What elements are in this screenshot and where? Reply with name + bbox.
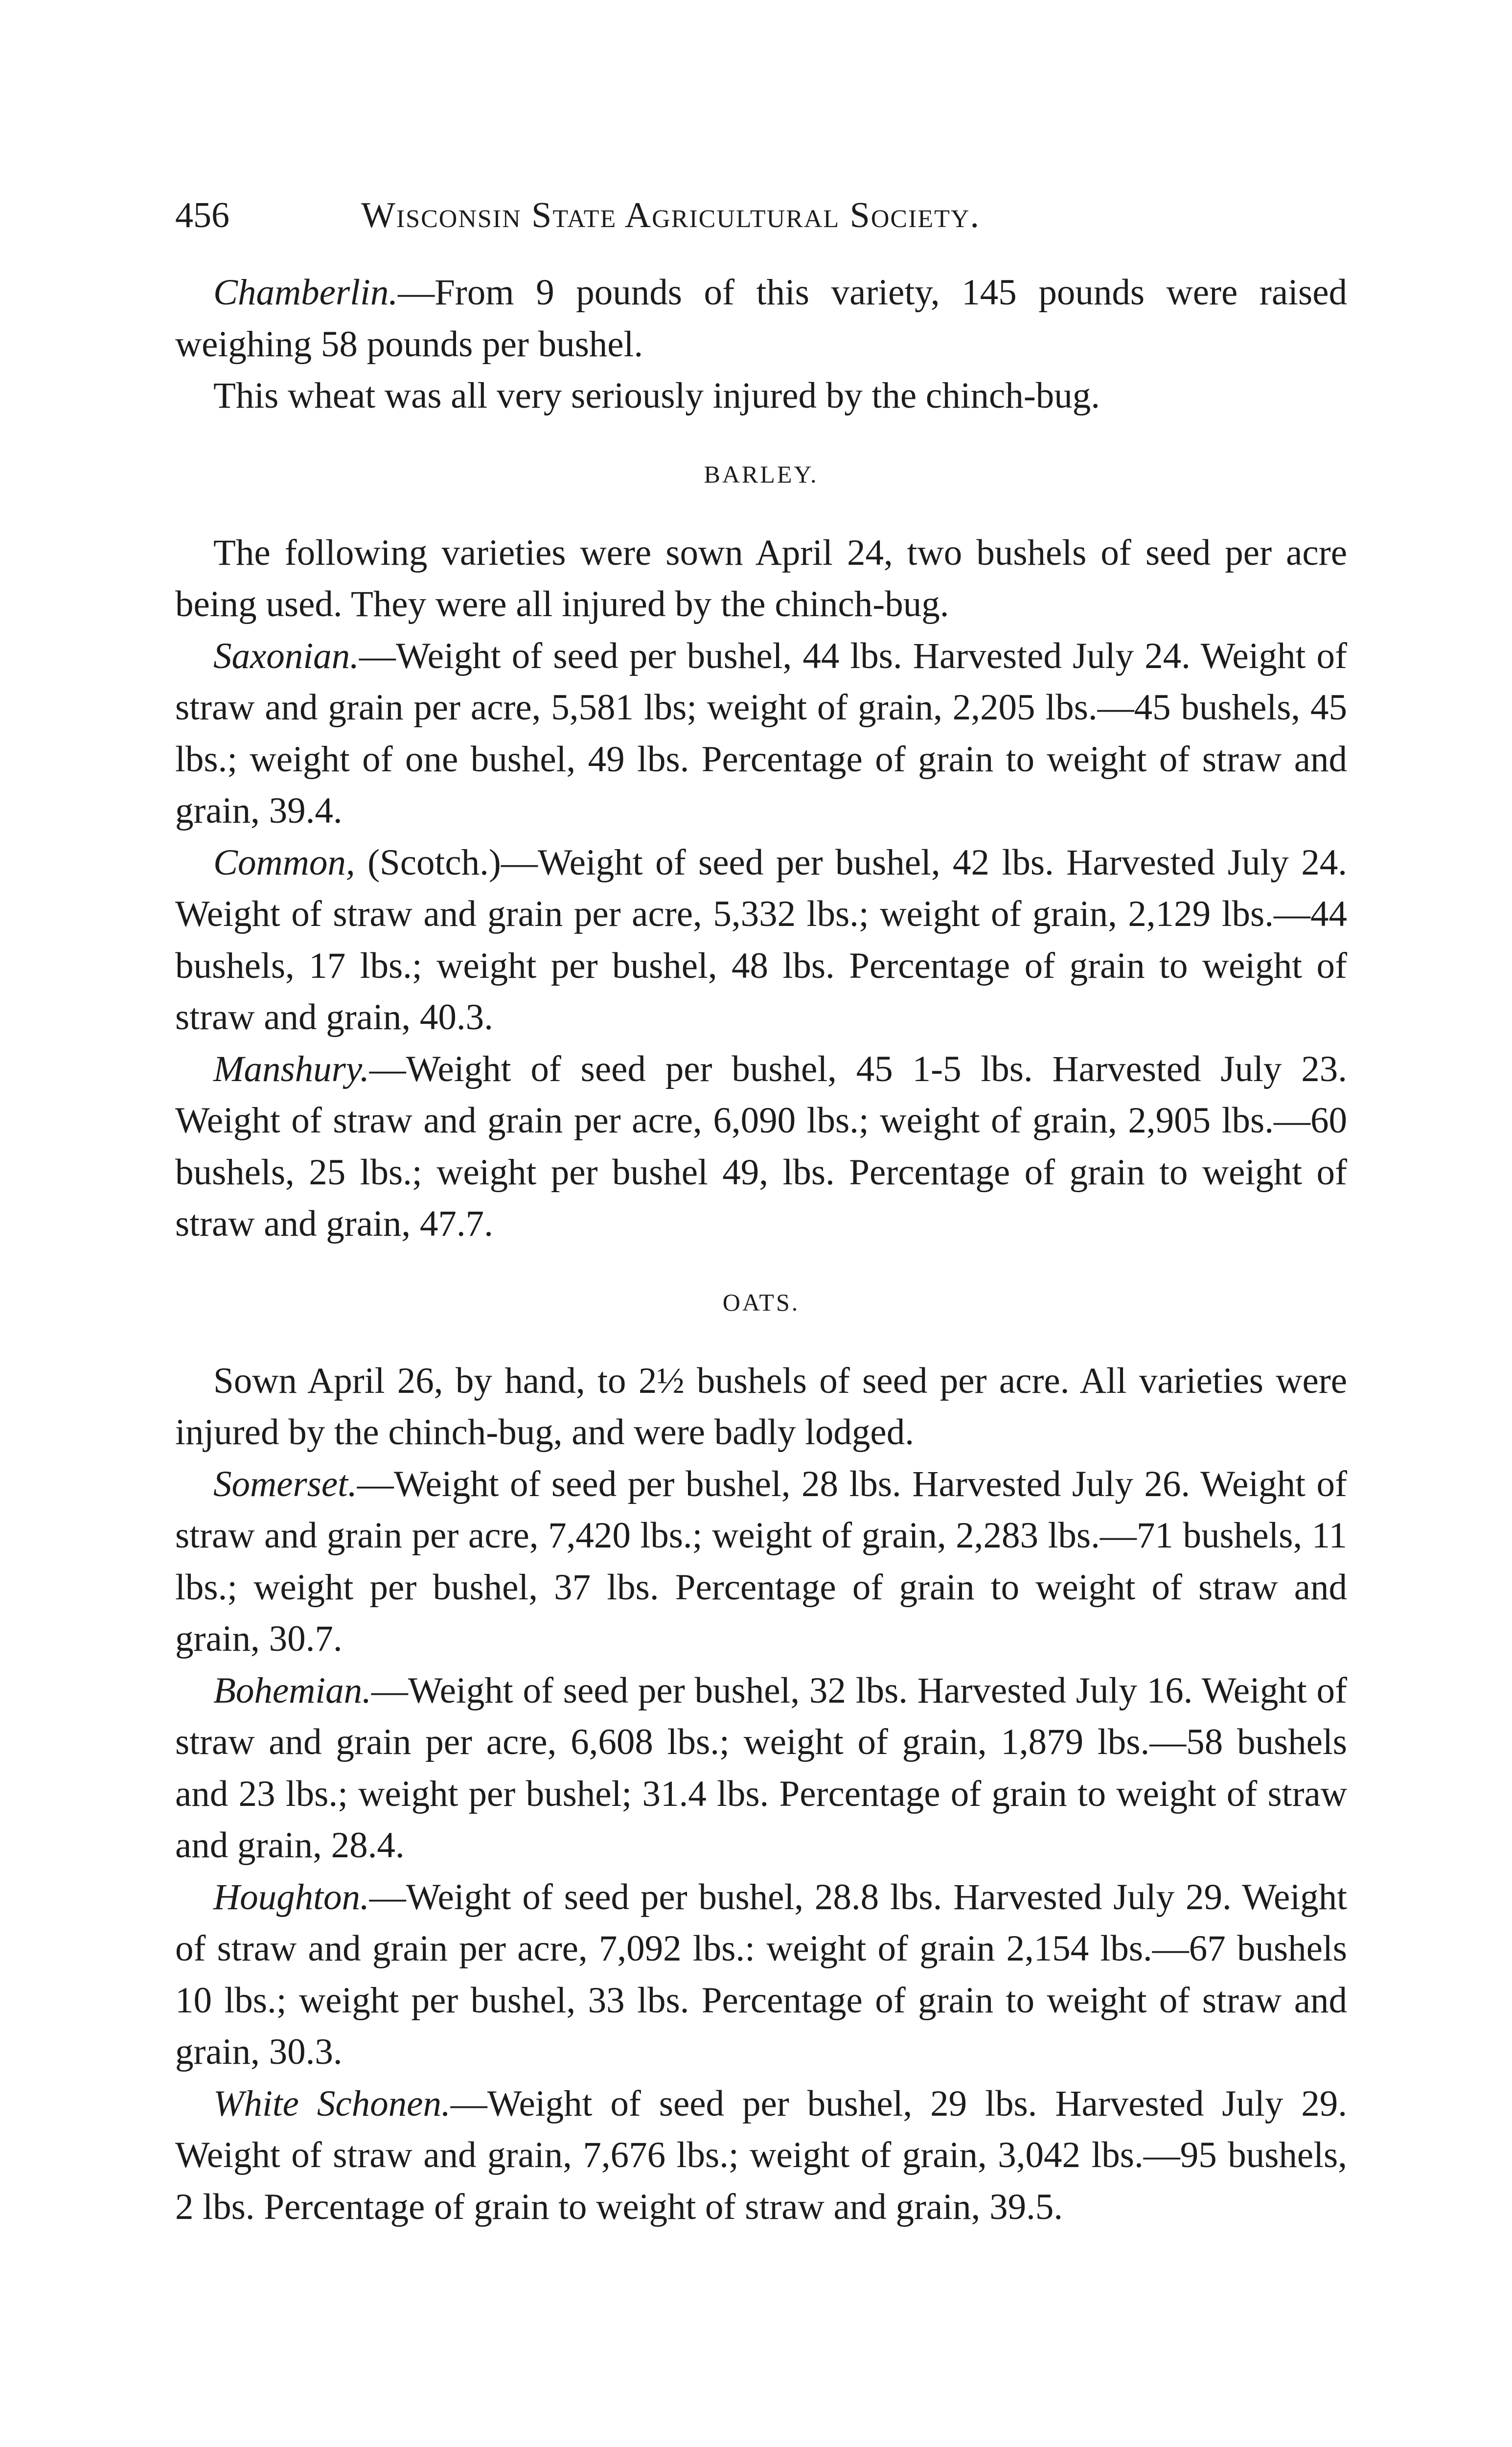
paragraph-white-schonen — [175, 2078, 1347, 2233]
paragraph-text: —Weight of seed per bushel, 44 lbs. Harvested July 24. Weight of straw and grain per acre, 5,581 lbs; weight of grain, 2,205 lbs.—45 bushels, 45 lbs.; weight of one bushel, 49 lbs. Percentage of grain to weight of straw and grain, 39.4. — [175, 635, 1347, 831]
paragraph-text: —Weight of seed per bushel, 29 lbs. Harvested July 29. Weight of straw and grain, 7,676 lbs.; weight of grain, 3,042 lbs.—95 bushels, 2 lbs. Percentage of grain to weight of straw and grain, 39.5. — [175, 2083, 1347, 2227]
paragraph-saxonian — [175, 630, 1347, 837]
section-heading-oats: OATS. — [722, 1288, 800, 1316]
variety-name-white-schonen: White Schonen. — [213, 2083, 451, 2124]
paragraph-common — [175, 837, 1347, 1043]
journal-title: Wisconsin State Agricultural Society. — [361, 195, 980, 235]
paragraph-houghton — [175, 1871, 1347, 2078]
paragraph-text: (Scotch.)—Weight of seed per bushel, 42 lbs. Harvested July 24. Weight of straw and grain per acre, 5,332 lbs.; weight of grain, 2,129 lbs.—44 bushels, 17 lbs.; weight per bushel, 48 lbs. Percentage of grain to weight of straw and grain, 40.3. — [175, 842, 1347, 1038]
body-text — [175, 267, 1347, 2233]
variety-name-manshury: Manshury. — [213, 1048, 369, 1089]
variety-name-chamberlin: Chamberlin. — [213, 272, 398, 313]
variety-name-houghton: Houghton. — [213, 1876, 369, 1917]
paragraph-oats-intro: Sown April 26, by hand, to 2½ bushels of seed per acre. All varieties were injured by the chinch-bug, and were badly lodged. — [175, 1360, 1347, 1453]
variety-name-bohemian: Bohemian. — [213, 1670, 371, 1711]
paragraph-text: —Weight of seed per bushel, 28.8 lbs. Harvested July 29. Weight of straw and grain per acre, 7,092 lbs.: weight of grain 2,154 lbs.—67 bushels 10 lbs.; weight per bushel, 33 lbs. Percentage of grain to weight of straw and grain, 30.3. — [175, 1876, 1347, 2072]
paragraph-chamberlin — [175, 267, 1347, 370]
paragraph-text: —From 9 pounds of this variety, 145 pounds were raised weighing 58 pounds per bushel. — [175, 272, 1347, 365]
running-head — [175, 188, 1350, 242]
variety-name-somerset: Somerset. — [213, 1463, 357, 1504]
paragraph-barley-intro: The following varieties were sown April 24, two bushels of seed per acre being used. They were all injured by the chinch-bug. — [175, 532, 1347, 624]
paragraph-wheat-injury: This wheat was all very seriously injured by the chinch-bug. — [213, 375, 1100, 416]
paragraph-manshury — [175, 1043, 1347, 1250]
variety-name-common: Common, — [213, 842, 355, 883]
paragraph-text: —Weight of seed per bushel, 45 1-5 lbs. Harvested July 23. Weight of straw and grain per acre, 6,090 lbs.; weight of grain, 2,905 lbs.—60 bushels, 25 lbs.; weight per bushel 49, lbs. Percentage of grain to weight of straw and grain, 47.7. — [175, 1048, 1347, 1244]
page-number: 456 — [175, 195, 229, 235]
section-heading-barley: BARLEY. — [704, 460, 819, 488]
paragraph-bohemian — [175, 1665, 1347, 1871]
paragraph-text: —Weight of seed per bushel, 28 lbs. Harvested July 26. Weight of straw and grain per acre, 7,420 lbs.; weight of grain, 2,283 lbs.—71 bushels, 11 lbs.; weight per bushel, 37 lbs. Percentage of grain to weight of straw and grain, 30.7. — [175, 1463, 1347, 1659]
paragraph-text: —Weight of seed per bushel, 32 lbs. Harvested July 16. Weight of straw and grain per acre, 6,608 lbs.; weight of grain, 1,879 lbs.—58 bushels and 23 lbs.; weight per bushel; 31.4 lbs. Percentage of grain to weight of straw and grain, 28.4. — [175, 1670, 1347, 1866]
paragraph-somerset — [175, 1458, 1347, 1665]
variety-name-saxonian: Saxonian. — [213, 635, 359, 676]
